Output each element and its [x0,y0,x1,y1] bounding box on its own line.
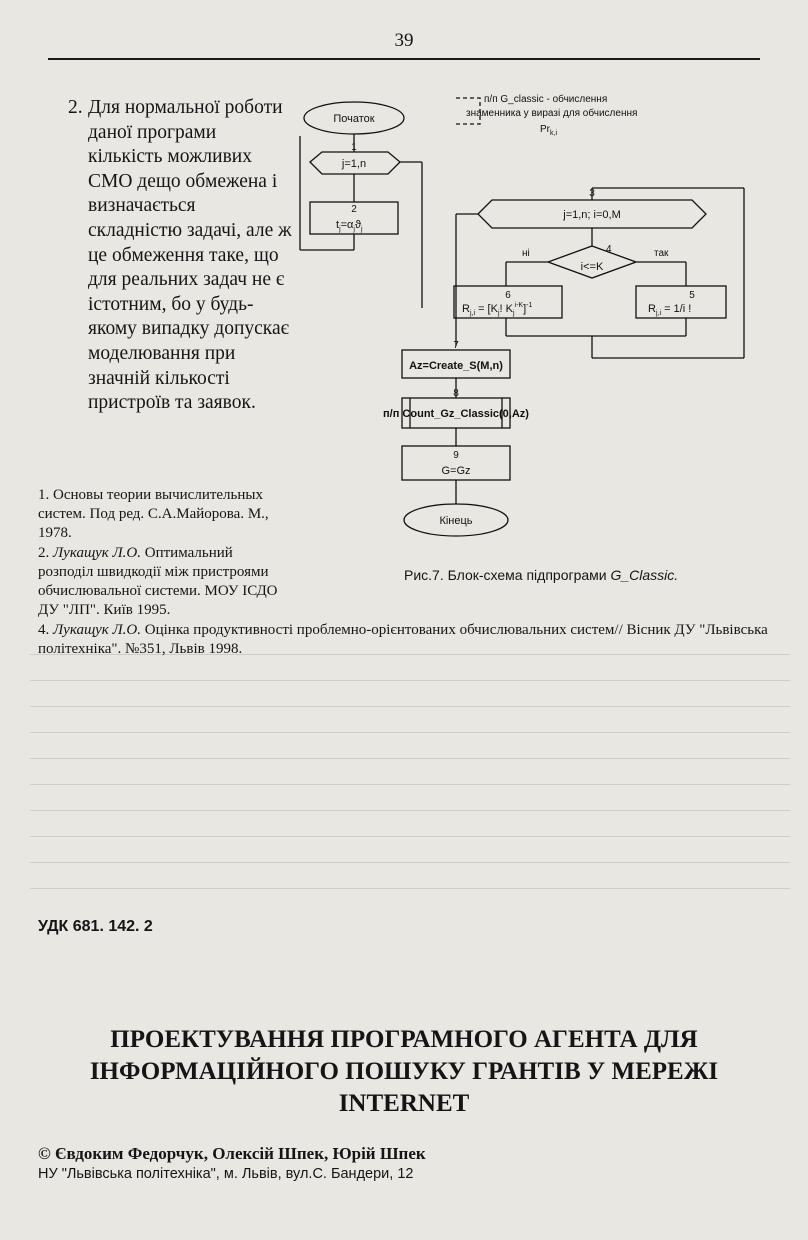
reference-item: 1. Основы теории вычислительных систем. Под ред. С.А.Майорова. М., 1978. [38,487,269,541]
flow-n1: 1 [351,142,357,153]
flow-end: Кінець [439,515,473,527]
figure-caption: Рис.7. Блок-схема підпрограми G_Classic. [404,567,679,583]
flow-n6: 6 [505,290,511,301]
legend-symbol: $Pr_{k,i}$ [540,124,557,137]
flow-no: ні [522,248,530,259]
article-title: ПРОЕКТУВАННЯ ПРОГРАМНОГО АГЕНТА ДЛЯ ІНФОРМАЦІЙНОГО ПОШУКУ ГРАНТІВ У МЕРЕЖІ INTERNET [89,1026,719,1117]
flow-n3: 3 [589,188,595,199]
note-text: Для нормальної роботи даної програми кількість можливих СМО дещо обмежена і визначається складністю задачі, але ж це обмеження таке, що для реальних задач не є істотним, бо у будь-якому випадку допускає моделювання при значній кількості пристроїв та заявок. [88,97,292,414]
flow-b9: G=Gz [441,465,471,477]
flow-n7: 7 [453,340,459,351]
flow-yes: так [654,248,669,259]
references [38,486,768,660]
show-through-texture [30,640,790,910]
flow-n4: 4 [606,244,612,255]
note-paragraph [68,96,293,416]
page-number: 39 [394,30,414,51]
reference-item: 2. Лукащук Л.О. Оптимальний розподіл швидкодії між пристроями обчислювальної системи. МОУ ІСДО ДУ "ЛП". Київ 1995. [38,545,278,618]
flow-b3: j=1,n; i=0,M [563,209,621,221]
flow-b6: $R_{j,i} = [K_j$! $K_j^{i-K}]^{-1}$ [462,302,533,317]
flow-b2: $t_j=\alpha_jϑ_j$ [336,219,363,233]
flow-b7: Az=Create_S(M,n) [409,360,503,372]
flow-n2: 2 [351,204,357,215]
flow-b8: п/п Count_Gz_Classic(0,Az) [383,408,529,420]
legend-line2: знаменника у виразі для обчислення [466,108,638,119]
flow-n8: 8 [453,388,459,399]
udk-code: УДК 681. 142. 2 [38,918,153,935]
flow-start: Початок [333,113,375,125]
flow-b1: j=1,n [341,158,367,170]
flow-n5: 5 [689,290,695,301]
article-affiliation: НУ "Львівська політехніка", м. Львів, вул.С. Бандери, 12 [38,1166,414,1182]
flow-b5: $R_{j,i} = 1/i$ ! [648,303,692,317]
header-rule [48,58,760,60]
flow-n9: 9 [453,450,459,461]
legend-title: п/п G_classic - обчислення [484,94,608,105]
flow-b4: i<=K [580,261,604,273]
reference-item: 4. Лукащук Л.О. Оцінка продуктивності проблемно-орієнтованих обчислювальних систем// Вісник ДУ "Львівська політехніка". №351, Львів 1998. [38,622,768,657]
article-authors: © Євдоким Федорчук, Олексій Шпек, Юрій Шпек [38,1144,426,1163]
note-number: 2. [68,97,83,118]
